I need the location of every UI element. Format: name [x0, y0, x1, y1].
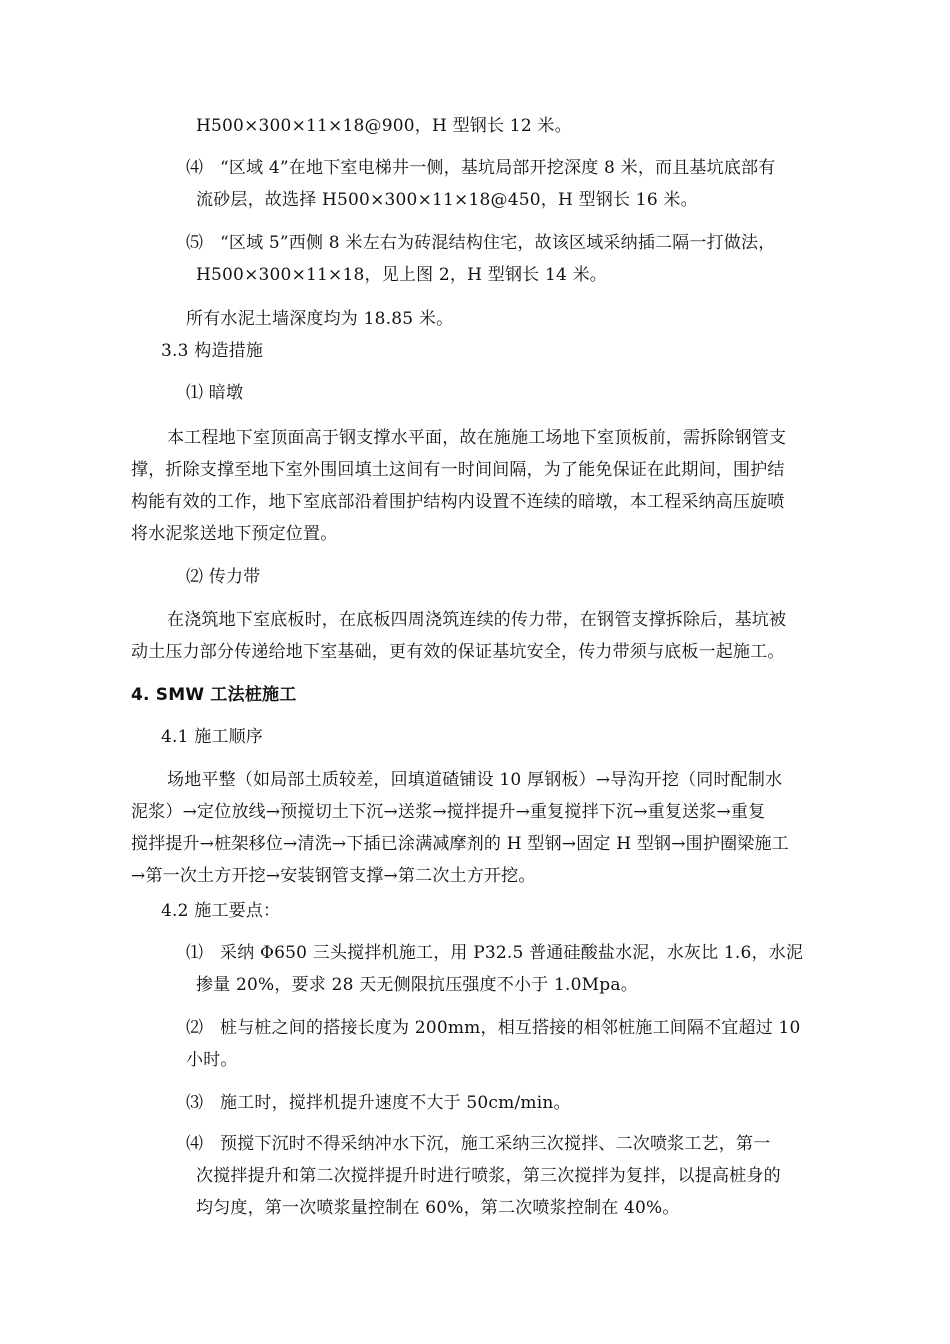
point3-line1 [186, 1093, 571, 1113]
sub2-title: ⑵ 传力带 [186, 567, 261, 587]
sequence-line4: →第一次土方开挖→安装钢管支撑→第二次土方开挖。 [131, 866, 536, 886]
section-3-3-heading: 3.3 构造措施 [161, 341, 264, 361]
point4-text1: 预搅下沉时不得采纳冲水下沉，施工采纳三次搅拌、二次喷浆工艺，第一 [220, 1134, 771, 1154]
point4-line1 [186, 1134, 770, 1154]
item4-line2: 流砂层，故选择 H500×300×11×18@450，H 型钢长 16 米。 [196, 190, 698, 210]
item5-line2: H500×300×11×18，见上图 2，H 型钢长 14 米。 [196, 265, 608, 285]
point2-line1 [186, 1018, 801, 1038]
point3-text1: 施工时，搅拌机提升速度不大于 50cm/min。 [220, 1093, 571, 1113]
sub1-para-line1: 本工程地下室顶面高于钢支撑水平面，故在施施工场地下室顶板前，需拆除钢管支 [167, 428, 787, 448]
sequence-line1: 场地平整（如局部土质较差，回填道碴铺设 10 厚钢板）→导沟开挖（同时配制水 [167, 770, 783, 790]
item4-line1 [186, 158, 775, 178]
point2-number: ⑵ [186, 1018, 204, 1038]
sub1-para-line2: 撑，折除支撑至地下室外围回填土这间有一时间间隔，为了能免保证在此期间，围护结 [131, 460, 785, 480]
point1-text1: 采纳 Φ650 三头搅拌机施工，用 P32.5 普通硅酸盐水泥，水灰比 1.6，水泥 [220, 943, 804, 963]
sub1-para-line3: 构能有效的工作，地下室底部沿着围护结构内设置不连续的暗墩，本工程采纳高压旋喷 [131, 492, 785, 512]
point2-text1: 桩与桩之间的搭接长度为 200mm，相互搭接的相邻桩施工间隔不宜超过 10 [220, 1018, 801, 1038]
sub2-para-line1: 在浇筑地下室底板时，在底板四周浇筑连续的传力带，在钢管支撑拆除后，基坑被 [167, 610, 787, 630]
point1-line1 [186, 943, 803, 963]
sequence-line2: 泥浆）→定位放线→预搅切土下沉→送浆→搅拌提升→重复搅拌下沉→重复送浆→重复 [131, 802, 766, 822]
item3-continuation: H500×300×11×18@900，H 型钢长 12 米。 [196, 116, 572, 136]
point4-number: ⑷ [186, 1134, 204, 1154]
item5-line1 [186, 233, 775, 253]
item5-number: ⑸ [186, 233, 204, 253]
item4-number: ⑷ [186, 158, 204, 178]
item5-text1: “区域 5”西侧 8 米左右为砖混结构住宅，故该区域采纳插二隔一打做法， [220, 233, 776, 253]
point4-line2: 次搅拌提升和第二次搅拌提升时进行喷浆，第三次搅拌为复拌，以提高桩身的 [196, 1166, 781, 1186]
point4-line3: 均匀度，第一次喷浆量控制在 60%，第二次喷浆控制在 40%。 [196, 1198, 680, 1218]
sub2-para-line2: 动土压力部分传递给地下室基础，更有效的保证基坑安全，传力带须与底板一起施工。 [131, 642, 785, 662]
sub1-title: ⑴ 暗墩 [186, 383, 244, 403]
point1-line2: 掺量 20%，要求 28 天无侧限抗压强度不小于 1.0Mpa。 [196, 975, 638, 995]
section-4-1-heading: 4.1 施工顺序 [161, 727, 264, 747]
item4-text1: “区域 4”在地下室电梯井一侧，基坑局部开挖深度 8 米，而且基坑底部有 [220, 158, 776, 178]
sub1-para-line4: 将水泥浆送地下预定位置。 [131, 524, 338, 544]
point3-number: ⑶ [186, 1093, 204, 1113]
point1-number: ⑴ [186, 943, 204, 963]
point2-line2: 小时。 [186, 1050, 238, 1070]
sequence-line3: 搅拌提升→桩架移位→清洗→下插已涂满减摩剂的 H 型钢→固定 H 型钢→围护圈梁施工 [131, 834, 789, 854]
depth-summary: 所有水泥土墙深度均为 18.85 米。 [186, 309, 454, 329]
section-4-2-heading: 4.2 施工要点： [161, 901, 281, 921]
section-4-heading: 4. SMW 工法桩施工 [131, 685, 297, 705]
